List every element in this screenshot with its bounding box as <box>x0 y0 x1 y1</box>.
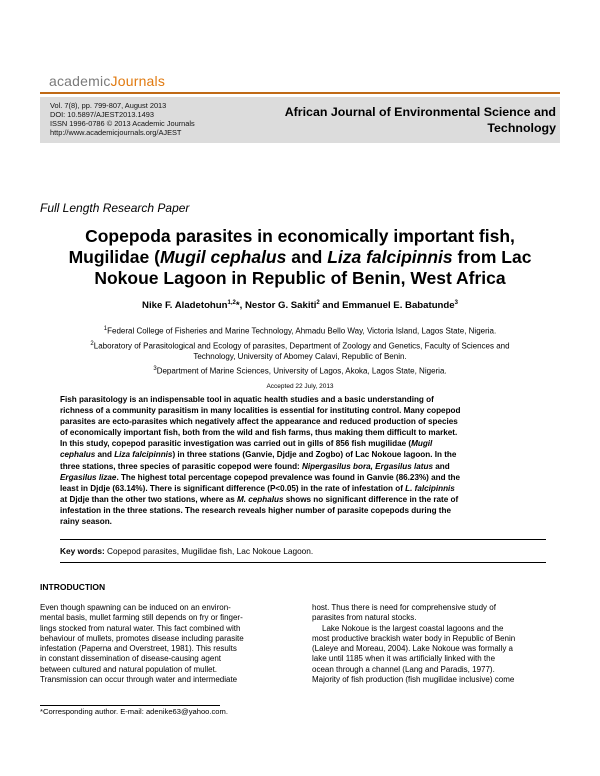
affiliation-1: $^1$Federal College of Fisheries and Marine Technology, Ahmadu Bello Way, Victoria Island, Lagos State, Nigeria. <box>103 326 497 336</box>
affiliation-2: $^2$Laboratory of Parasitological and Ecology of parasites, Department of Zoology and Genetics, Faculty of Sciences and Technology, University of Abomey Calavi, Republic of Benin. <box>90 341 510 361</box>
intro-right-column: host. Thus there is need for comprehensive study of parasites from natural stocks. Lake Nokoue is the largest coastal lagoons and the most productive brackish water body in Republic of Benin (Laleye and Moreau, 2004). Lake Nokoue was formally a lake until 1185 when it was artificially linked with the ocean through a channel (Lang and Paradis, 1977). Majority of fish production (fish mugilidae inclusive) come <box>312 603 516 685</box>
publisher-logo <box>49 73 165 89</box>
publisher-logo-academic: academic <box>49 73 111 89</box>
journal-title: African Journal of Environmental Science and Technology <box>284 105 556 135</box>
keywords-rule-top <box>60 539 546 540</box>
publisher-logo-journals: Journals <box>110 73 166 89</box>
footnote-rule <box>40 705 220 706</box>
meta-doi: DOI: 10.5897/AJEST2013.1493 <box>50 110 154 119</box>
corresponding-author-footnote: *Corresponding author. E-mail: adenike63@yahoo.com. <box>40 707 228 716</box>
accepted-date: Accepted 22 July, 2013 <box>266 383 334 390</box>
keywords: Key words: Copepod parasites, Mugilidae fish, Lac Nokoue Lagoon. <box>60 546 314 556</box>
meta-url: http://www.academicjournals.org/AJEST <box>50 128 182 137</box>
meta-volume: Vol. 7(8), pp. 799-807, August 2013 <box>50 101 167 110</box>
paper-title: Copepoda parasites in economically important fish, Mugilidae (Mugil cephalus and Liza falcipinnis from Lac Nokoue Lagoon in Republic of Benin, West Africa <box>68 226 532 288</box>
paper-type: Full Length Research Paper <box>40 201 190 215</box>
keywords-rule-bottom <box>60 562 546 563</box>
journal-meta <box>50 101 270 137</box>
abstract: Fish parasitology is an indispensable tool in aquatic health studies and a basic understanding of richness of a community parasitism in many localities is essential for instituting control. Many copepod parasites are ecto-parasites which negatively affect the appearance and reduced production of species of economically important fish, both from the wild and fish farms, thus making them difficult to market. In this study, copepod parasitic investigation was carried out in gills of 856 fish mugilidae (Mugil cephalus and Liza falcipinnis) in three stations (Ganvie, Djdje and Zogbo) of Lac Nokoue lagoon. In the three stations, three species of parasitic copepod were found: Nipergasilus bora, Ergasilus latus and Ergasilus lizae. The highest total percentage copepod prevalence was found in Ganvie (86.23%) and the least in Djdje (63.14%). There is significant difference (P<0.05) in the rate of infestation of L. falcipinnis at Djdje than the other two stations, where as M. cephalus shows no significant difference in the rate of infestation in the three stations. The research reveals higher number of parasite copepods during the rainy season. <box>60 395 461 527</box>
header-rule <box>40 92 560 94</box>
introduction-heading: INTRODUCTION <box>40 582 106 592</box>
author-list: Nike F. Aladetohun$^{1,2}$*, Nestor G. Sakiti$^2$ and Emmanuel E. Babatunde$^3$ <box>142 300 458 312</box>
affiliation-3: $^3$Department of Marine Sciences, University of Lagos, Akoka, Lagos State, Nigeria. <box>153 366 447 376</box>
intro-left-column: Even though spawning can be induced on an environ- mental basis, mullet farming still depends on fry or finger- lings stocked from natural water. This fact combined with behaviour of mullets, promotes disease including parasite infestation (Paperna and Overstreet, 1981). This results in constant dissemination of disease-causing agent between cultured and natural population of mullet. Transmission can occur through water and intermediate <box>40 603 244 685</box>
meta-issn: ISSN 1996-0786 © 2013 Academic Journals <box>50 119 195 128</box>
